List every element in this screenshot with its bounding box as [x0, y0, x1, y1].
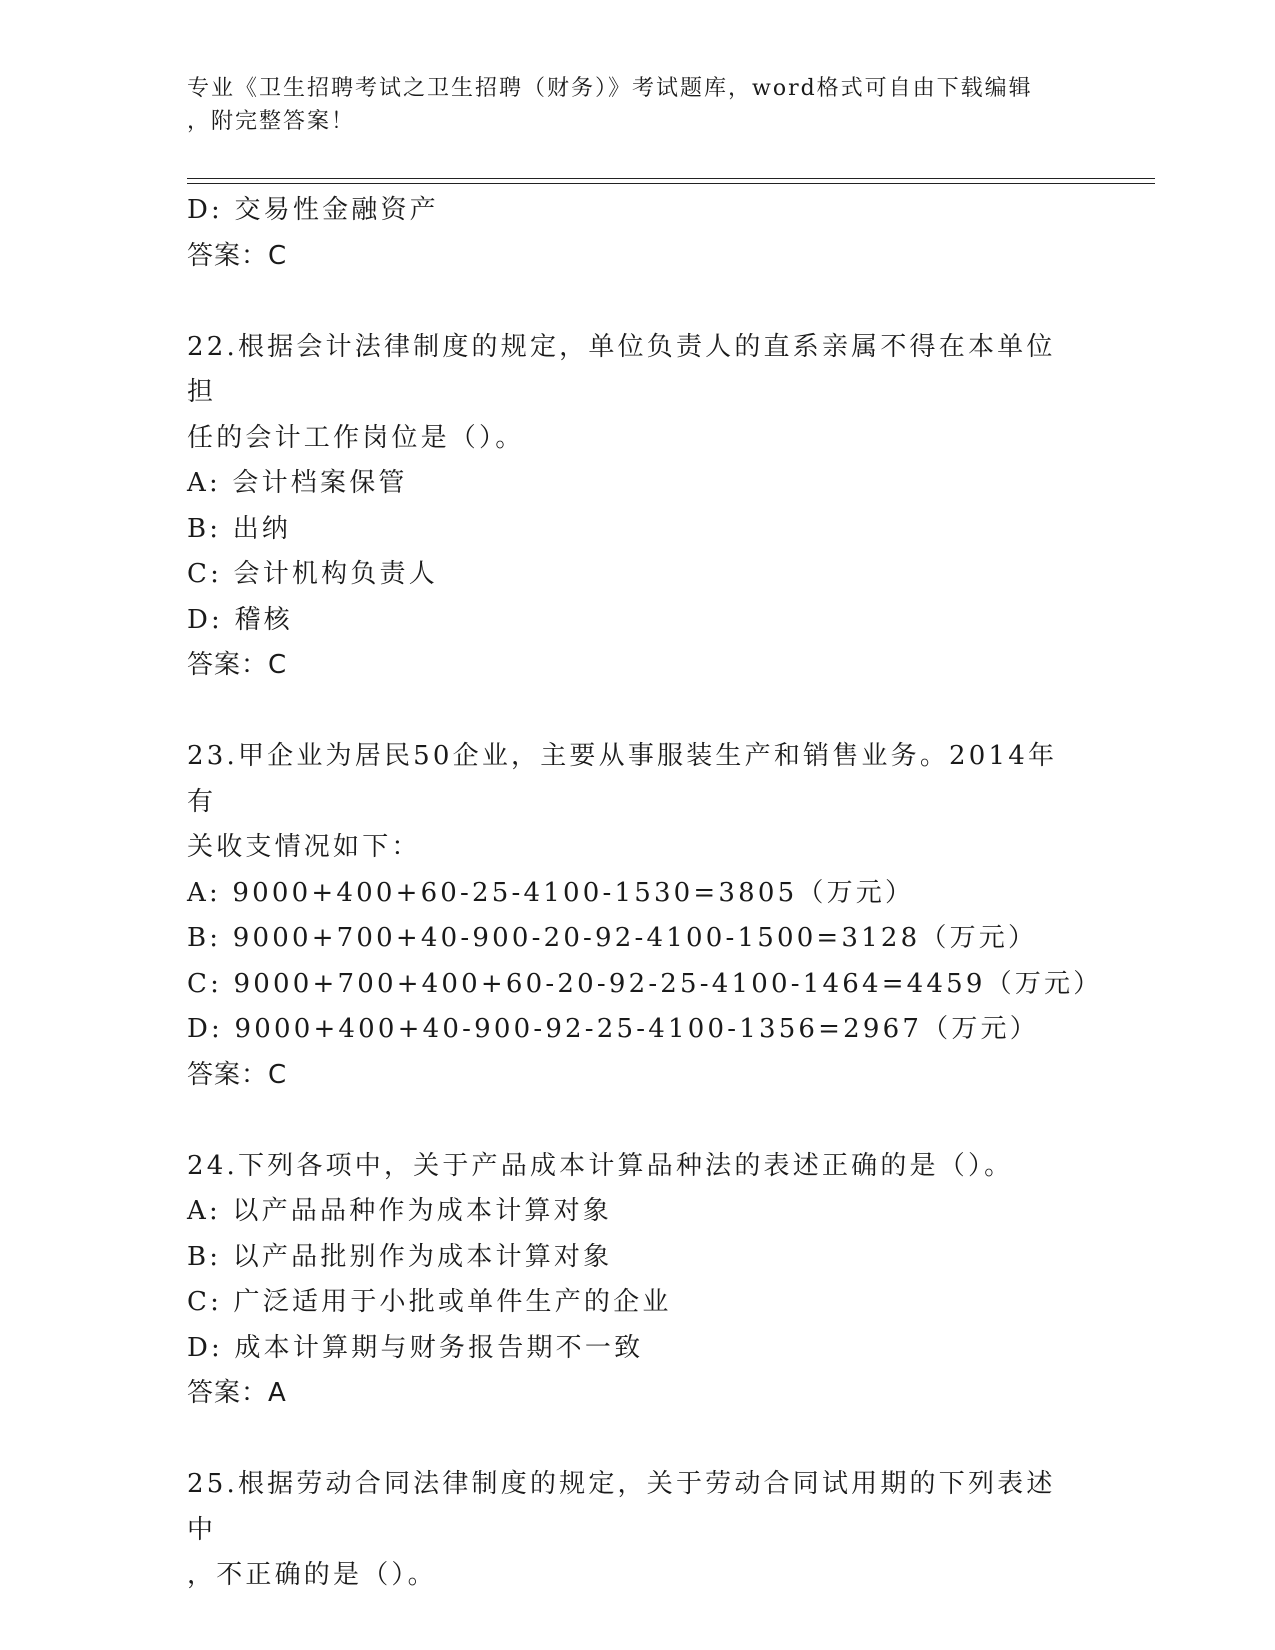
option-c: C: 会计机构负责人: [187, 559, 438, 589]
question-23-stem: [187, 734, 1077, 871]
question-stem-line: ，不正确的是（）。: [187, 1560, 437, 1590]
question-22-stem: [187, 325, 1077, 462]
header-divider-bottom: [187, 183, 1155, 184]
header-divider-top: [187, 178, 1155, 179]
question-stem-line: 关收支情况如下：: [187, 832, 421, 862]
header-line-1: 专业《卫生招聘考试之卫生招聘（财务）》考试题库，word格式可自由下载编辑: [187, 76, 1033, 101]
question-stem-line: 22.根据会计法律制度的规定，单位负责人的直系亲属不得在本单位担: [187, 331, 1056, 407]
option-d: D: 交易性金融资产: [187, 195, 439, 225]
option-b: B: 出纳: [187, 513, 292, 544]
question-25-stem: [187, 1462, 1077, 1599]
document-header: [187, 72, 1067, 138]
option-c: C: 广泛适用于小批或单件生产的企业: [187, 1287, 672, 1317]
header-line-2: ，附完整答案！: [187, 109, 356, 134]
option-d: D: 9000+400+40-900-92-25-4100-1356=2967（万元）: [187, 1014, 1039, 1044]
option-b: B: 以产品批别作为成本计算对象: [187, 1241, 613, 1272]
question-list: [187, 188, 1103, 1599]
question-24-stem: [187, 1144, 1077, 1190]
option-c: C: 9000+700+400+60-20-92-25-4100-1464=4459（万元）: [187, 968, 1103, 999]
answer-line: 答案：A: [187, 1378, 287, 1408]
option-a: A: 9000+400+60-25-4100-1530=3805（万元）: [187, 877, 915, 908]
answer-line: 答案：C: [187, 240, 288, 271]
option-a: A: 会计档案保管: [187, 468, 408, 498]
question-stem-line: 24.下列各项中，关于产品成本计算品种法的表述正确的是（）。: [187, 1150, 1014, 1181]
option-d: D: 稽核: [187, 604, 293, 635]
question-stem-line: 23.甲企业为居民50企业，主要从事服装生产和销售业务。2014年有: [187, 741, 1058, 817]
option-a: A: 以产品品种作为成本计算对象: [187, 1196, 613, 1226]
question-stem-line: 25.根据劳动合同法律制度的规定，关于劳动合同试用期的下列表述中: [187, 1469, 1056, 1545]
answer-line: 答案：C: [187, 650, 288, 680]
question-stem-line: 任的会计工作岗位是（）。: [187, 422, 525, 453]
option-b: B: 9000+700+40-900-20-92-4100-1500=3128（万元）: [187, 923, 1038, 953]
option-d: D: 成本计算期与财务报告期不一致: [187, 1332, 644, 1363]
answer-line: 答案：C: [187, 1059, 288, 1090]
